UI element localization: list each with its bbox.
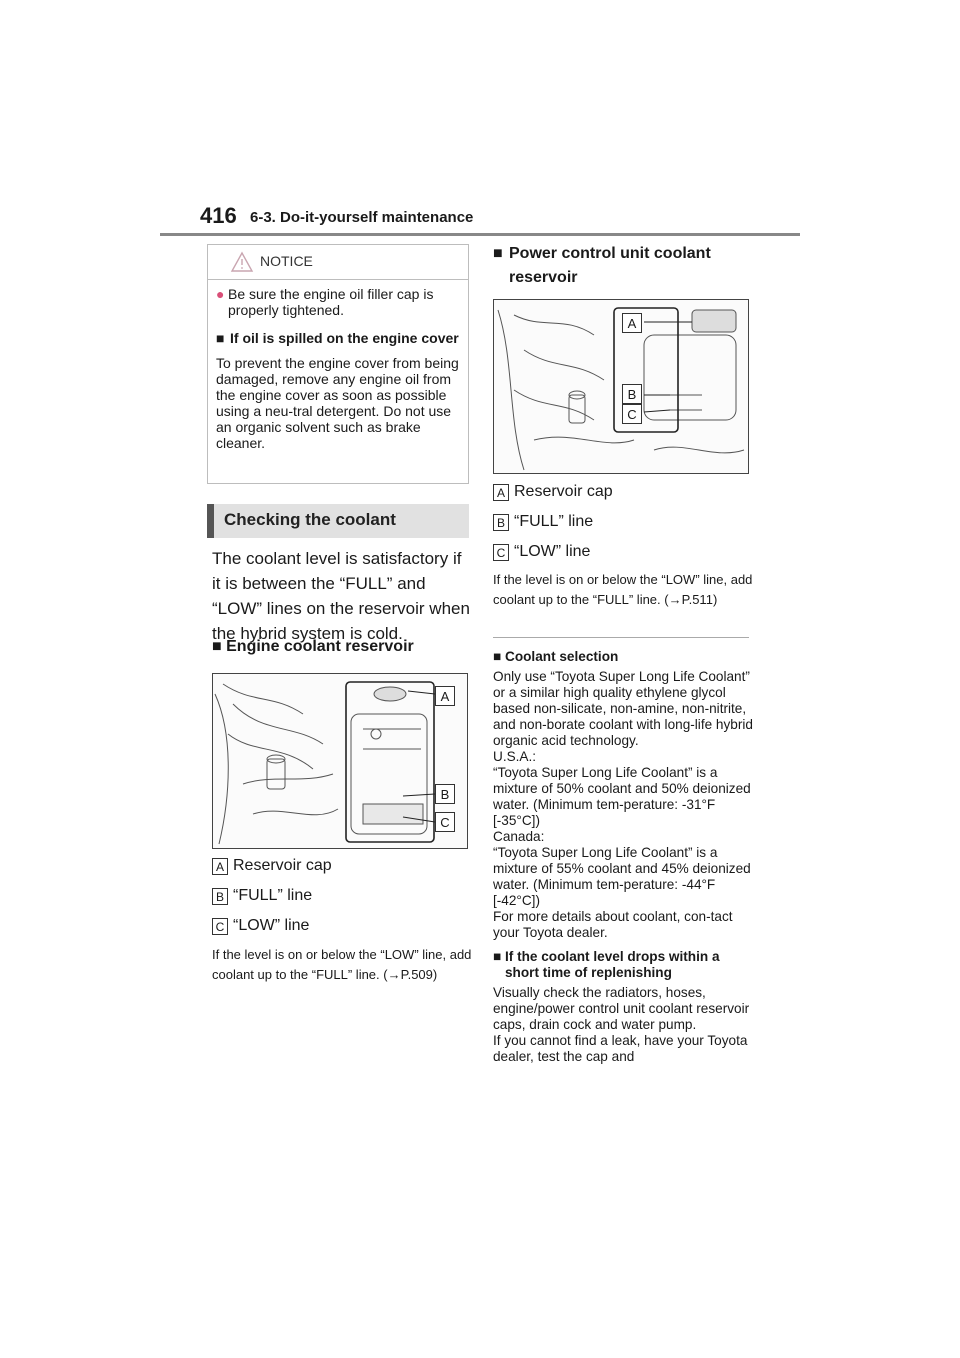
item-label: “LOW” line (514, 543, 591, 560)
callout-c: C (622, 404, 642, 424)
engine-reservoir-figure (212, 673, 468, 849)
notice-box (207, 244, 469, 484)
engine-reservoir-heading-text: Engine coolant reservoir (226, 638, 414, 655)
warning-icon (230, 251, 254, 273)
bullet-icon: ● (216, 286, 225, 302)
page-ref-link[interactable]: P.511 (681, 592, 713, 607)
coolant-selection-body: Only use “Toyota Super Long Life Coolant” or a similar high quality ethylene glycol based non-silicate, non-amine, non-nitrite, and non-borate coolant with long-life hybrid organic acid technology. U.S.A.: “Toyota Super Long Life Coolant” is a mixture of 50% coolant and 50% deionized water. (Minimum tem-perature: -31°F [-35°C]) Canada: “Toyota Super Long Life Coolant” is a mixture of 55% coolant and 45% deionized water. (Minimum tem-perature: -44°F [-42°C]) For more details about coolant, con-tact your Toyota dealer. (493, 669, 753, 940)
engine-reservoir-heading (212, 638, 414, 656)
pcu-note (493, 570, 753, 610)
engine-item-c (212, 917, 309, 935)
item-label: “LOW” line (233, 917, 310, 934)
square-bullet-icon: ■ (212, 638, 222, 655)
callout-b: B (435, 784, 455, 804)
item-letter: B (493, 514, 509, 531)
pcu-item-b (493, 513, 593, 531)
page-number: 416 (200, 203, 237, 228)
item-letter: A (493, 484, 509, 501)
divider (493, 637, 749, 638)
notice-body-text: To prevent the engine cover from being damaged, remove any engine oil from the engine cover as soon as possible using a neu-tral detergent. Do not use an organic solvent such as brake cleaner. (216, 355, 459, 451)
pcu-item-c (493, 543, 590, 561)
notice-subheading: If oil is spilled on the engine cover (230, 330, 459, 346)
pcu-reservoir-heading (493, 242, 755, 290)
notice-title: NOTICE (260, 253, 313, 269)
item-label: Reservoir cap (233, 857, 332, 874)
section-heading (207, 504, 469, 538)
note-text: If the level is on or below the “LOW” line, add coolant up to the “FULL” line. ( (212, 947, 472, 982)
section-title: 6-3. Do-it-yourself maintenance (250, 209, 474, 226)
square-bullet-icon: ■ (216, 330, 225, 346)
item-letter: B (212, 888, 228, 905)
square-bullet-icon: ■ (493, 245, 503, 262)
callout-a: A (622, 313, 642, 333)
page-ref-link[interactable]: P.509 (400, 967, 433, 982)
engine-item-a (212, 857, 332, 875)
pcu-reservoir-figure (493, 299, 749, 474)
level-drops-body: Visually check the radiators, hoses, engine/power control unit coolant reservoir caps, drain cock and water pump. If you cannot find a leak, have your Toyota dealer, test the cap and (493, 985, 750, 1064)
item-label: “FULL” line (514, 513, 594, 530)
arrow-ref-icon: → (668, 592, 682, 607)
item-label: Reservoir cap (514, 483, 613, 500)
note-text: If the level is on or below the “LOW” line, add coolant up to the “FULL” line. ( (493, 572, 753, 607)
notice-header (208, 245, 468, 280)
arrow-ref-icon: → (387, 967, 401, 982)
callout-a: A (435, 686, 455, 706)
square-bullet-icon: ■ (493, 949, 502, 964)
item-label: “FULL” line (233, 887, 313, 904)
coolant-selection-heading: Coolant selection (505, 649, 619, 664)
coolant-notes (493, 649, 755, 1065)
note-close: ) (712, 592, 718, 607)
intro-paragraph: The coolant level is satisfactory if it is between the “FULL” and “LOW” lines on the reservoir when the hybrid system is cold. (212, 549, 470, 643)
square-bullet-icon: ■ (493, 649, 502, 664)
level-drops-heading: If the coolant level drops within a short time of replenishing (505, 949, 720, 980)
callout-c: C (435, 812, 455, 832)
item-letter: C (212, 918, 228, 935)
header-rule (160, 233, 800, 236)
pcu-item-a (493, 483, 613, 501)
note-close: ) (432, 967, 438, 982)
pcu-reservoir-heading-text: Power control unit coolant reservoir (509, 245, 711, 286)
engine-note (212, 945, 472, 985)
item-letter: C (493, 544, 509, 561)
item-letter: A (212, 858, 228, 875)
notice-bullet-text: Be sure the engine oil filler cap is properly tightened. (228, 286, 434, 318)
section-heading-text: Checking the coolant (224, 510, 396, 529)
engine-item-b (212, 887, 312, 905)
callout-b: B (622, 384, 642, 404)
engine-reservoir-illustration (213, 674, 468, 849)
